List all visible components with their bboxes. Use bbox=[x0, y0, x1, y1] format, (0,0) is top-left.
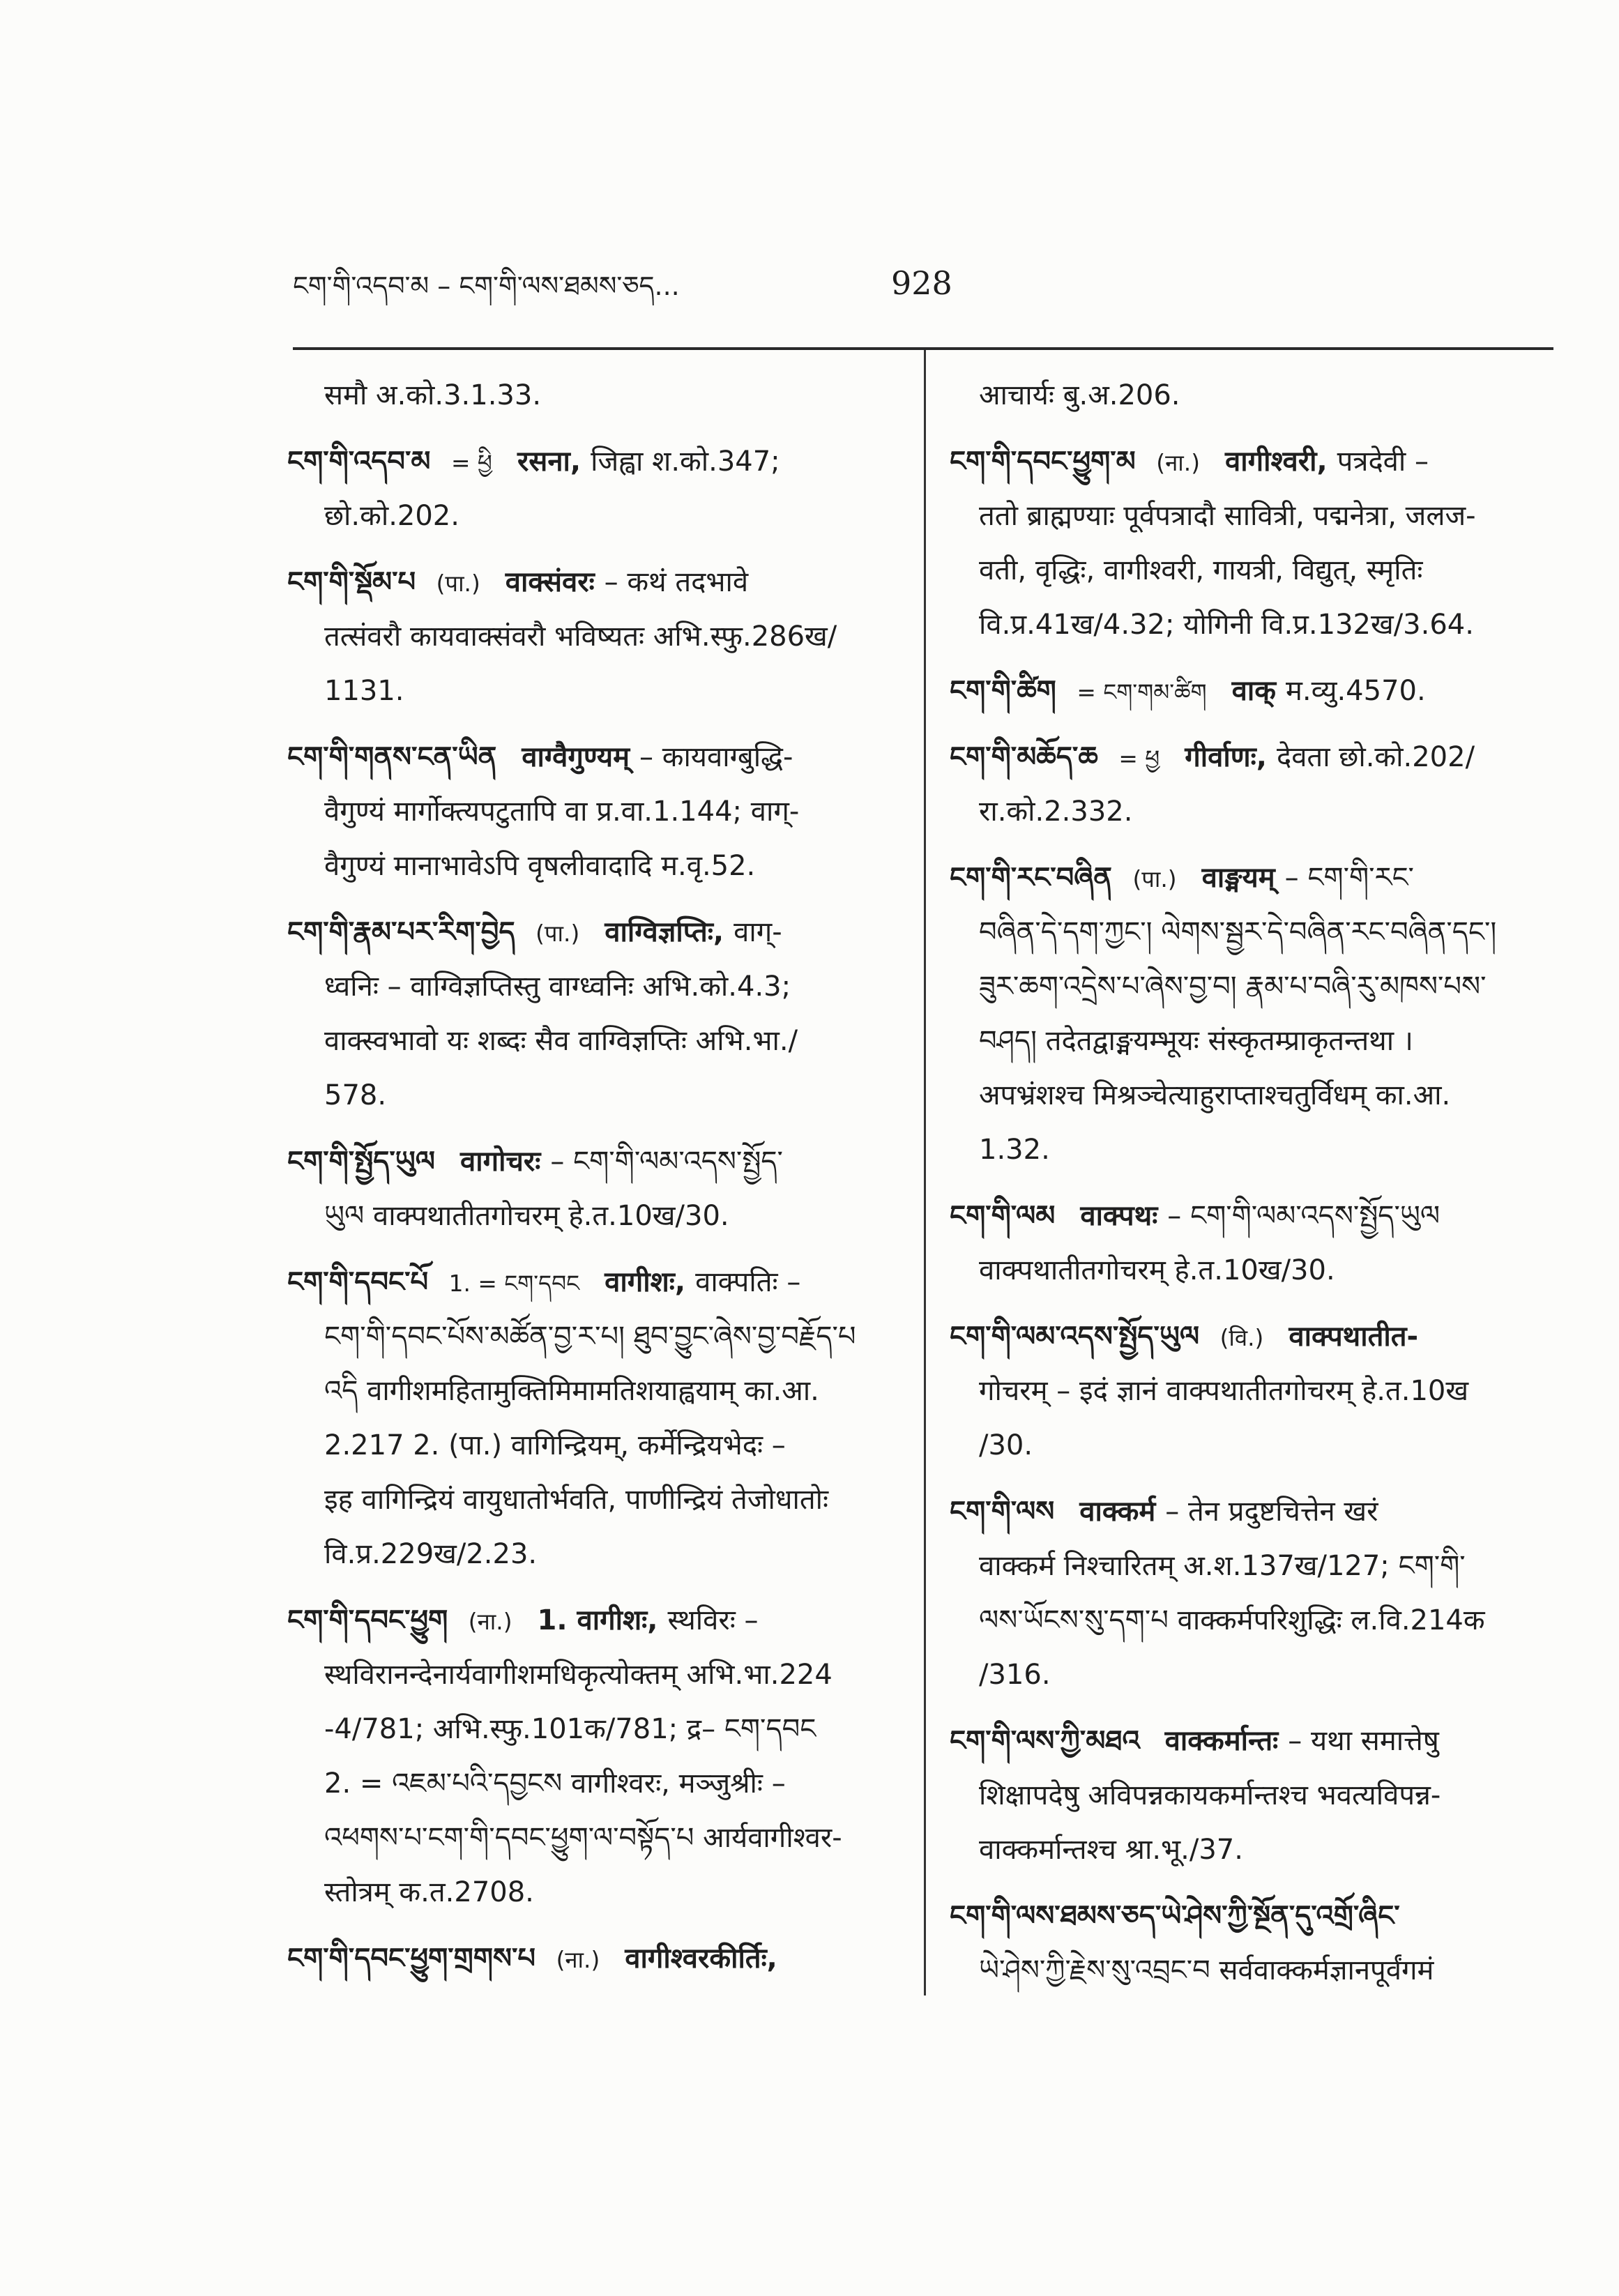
entry-sanskrit-term: वागोचरः bbox=[460, 1146, 541, 1178]
entry-sanskrit-term: वागीश्वरकीर्तिः, bbox=[625, 1943, 777, 1975]
entry-text-line: समौ अ.को.3.1.33. bbox=[324, 379, 542, 411]
entry-headword: ངག་གི་དབང་ཕྱུག bbox=[287, 1604, 448, 1636]
entry-text-line: गोचरम् – इदं ज्ञानं वाक्पथातीतगोचरम् हे.त.10ख bbox=[979, 1375, 1469, 1407]
entry-continuation bbox=[950, 368, 1553, 423]
entry-headword: ངག་གི་མཆོད་ཆ bbox=[950, 741, 1098, 773]
entry-text: – तेन प्रदुष्टचित्तेन खरं bbox=[1165, 1496, 1378, 1528]
entry-sanskrit-term: वाग्वैगुण्यम् bbox=[522, 741, 630, 773]
entry-headword: ངག་གི་ལམ་འདས་སྤྱོད་ཡུལ bbox=[950, 1321, 1200, 1353]
entry-text: देवता छो.को.202/ bbox=[1276, 741, 1475, 773]
entry-text-line: छो.को.202. bbox=[324, 500, 459, 532]
entry bbox=[950, 434, 1553, 652]
entry-text-line: བཞིན་དེ་དག་ཀྱང་། ལེགས་སྦྱར་དེ་བཞིན་རང་བཞིན་དང་། bbox=[979, 916, 1497, 948]
entry-text-line: तत्संवरौ कायवाक्संवरौ भविष्यतः अभि.स्फु.286ख/ bbox=[324, 621, 837, 653]
entry-headword: ངག་གི་དབང་པོ bbox=[287, 1266, 429, 1298]
entry-headword: ངག་གི་སྡོམ་པ bbox=[287, 566, 416, 598]
entry-text-line: रा.को.2.332. bbox=[979, 796, 1133, 828]
entry-grammar-tag: (ना.) bbox=[468, 1609, 512, 1635]
running-header: ངག་གི་འདབ་མ – ངག་གི་ལས་ཐམས་ཅད... bbox=[293, 271, 680, 301]
entry-text-line: ཡེ་ཤེས་ཀྱི་རྗེས་སུ་འབྲང་བ सर्ववाक्कर्मज्ञानपूर्वंगमं bbox=[979, 1954, 1434, 1986]
entry-headword: ངག་གི་ལས་ཀྱི་མཐའ bbox=[950, 1725, 1140, 1757]
entry-headword: ངག་གི་དབང་ཕྱུག་མ bbox=[950, 446, 1136, 478]
entry-text-line: वाक्स्वभावो यः शब्दः सैव वाग्विज्ञप्तिः अभि.भा./ bbox=[324, 1025, 798, 1057]
entry-text: स्थविरः – bbox=[667, 1604, 759, 1636]
entry-headword: ངག་གི་སྤྱོད་ཡུལ bbox=[287, 1146, 435, 1178]
entry bbox=[287, 555, 901, 718]
entry-marker: = ངག་གམ་ཚིག bbox=[1077, 679, 1207, 706]
entry-text-line: /316. bbox=[979, 1659, 1051, 1691]
entry-grammar-tag: (ना.) bbox=[1156, 450, 1200, 476]
entry bbox=[950, 851, 1553, 1177]
entry-text-line: 578. bbox=[324, 1079, 387, 1111]
entry-sanskrit-term: रसना, bbox=[517, 446, 582, 478]
entry-sanskrit-term: वागीशः, bbox=[605, 1266, 686, 1298]
entry-text: – कायवाग्बुद्धि- bbox=[639, 741, 793, 773]
entry-text-line: /30. bbox=[979, 1429, 1033, 1461]
entry-headword: ངག་གི་རང་བཞིན bbox=[950, 862, 1112, 894]
right-column bbox=[950, 368, 1553, 1998]
entry-text: – ངག་གི་ལམ་འདས་སྤྱོད་ bbox=[550, 1146, 783, 1178]
entry-sanskrit-term: वाक्पथः bbox=[1080, 1200, 1158, 1232]
entry-text-line: स्तोत्रम् क.त.2708. bbox=[324, 1876, 534, 1908]
entry-grammar-tag: (वि.) bbox=[1219, 1325, 1264, 1351]
entry-text: जिह्वा श.को.347; bbox=[591, 446, 780, 478]
entry-sanskrit-term: वाक्पथातीत- bbox=[1289, 1321, 1419, 1353]
entry-sanskrit-term: 1. वागीशः, bbox=[537, 1604, 658, 1636]
entry-sanskrit-term: वागीश्वरी, bbox=[1225, 446, 1328, 478]
entry-text-line: वाक्कर्म निश्चारितम् अ.श.137ख/127; ངག་གི་ bbox=[979, 1550, 1466, 1582]
entry-text: वाग्- bbox=[734, 916, 782, 948]
entry-text-line: -4/781; अभि.स्फु.101क/781; द्र– ངག་དབང bbox=[324, 1713, 816, 1745]
entry bbox=[950, 1484, 1553, 1702]
entry-text: – ངག་གི་རང་ bbox=[1284, 862, 1414, 894]
entry-marker: = ཕྱ bbox=[1118, 745, 1160, 772]
header-rule bbox=[293, 347, 1553, 350]
entry-text-line: वि.प्र.229ख/2.23. bbox=[324, 1538, 538, 1570]
entry-text-line: ततो ब्राह्मण्याः पूर्वपत्रादौ सावित्री, पद्मनेत्रा, जलज- bbox=[979, 500, 1476, 532]
entry-text-line: ध्वनिः – वाग्विज्ञप्तिस्तु वाग्ध्वनिः अभि.को.4.3; bbox=[324, 971, 791, 1003]
entry-text-line: ཡུལ वाक्पथातीतगोचरम् हे.त.10ख/30. bbox=[324, 1200, 729, 1232]
entry-text: – कथं तदभावे bbox=[604, 566, 749, 598]
entry-sanskrit-term: गीर्वाणः, bbox=[1185, 741, 1267, 773]
entry-text: वाक्पतिः – bbox=[695, 1266, 801, 1298]
entry-headword: ངག་གི་ལམ bbox=[950, 1200, 1056, 1232]
entry bbox=[950, 1189, 1553, 1298]
entry bbox=[950, 730, 1553, 839]
entry-sanskrit-term: वाङ्मयम् bbox=[1201, 862, 1275, 894]
entry-text-line: ལས་ཡོངས་སུ་དག་པ वाक्कर्मपरिशुद्धिः ल.वि.214क bbox=[979, 1604, 1485, 1636]
entry-headword: ངག་གི་ཚིག bbox=[950, 675, 1056, 707]
entry-sanskrit-term: वाक्संवरः bbox=[505, 566, 595, 598]
entry-headword: ངག་གི་ལས་ཐམས་ཅད་ཡེ་ཤེས་ཀྱི་སྔོན་དུ་འགྲོ་ཞིང་ bbox=[950, 1900, 1400, 1932]
entry-grammar-tag: (पा.) bbox=[535, 920, 580, 947]
entry-headword: ངག་གི་ལས bbox=[950, 1496, 1055, 1528]
entry-headword: ངག་གི་འདབ་མ bbox=[287, 446, 431, 478]
entry-sanskrit-term: वाक्कर्मान्तः bbox=[1164, 1725, 1279, 1757]
entry-sense-marker: 1. = ངག་དབང bbox=[448, 1270, 580, 1297]
entry-headword: ངག་གི་རྣམ་པར་རིག་བྱེད bbox=[287, 916, 515, 948]
entry bbox=[287, 1593, 901, 1919]
entry bbox=[950, 1889, 1553, 1998]
entry-marker: = ཕྱི bbox=[451, 450, 492, 476]
entry-continuation bbox=[287, 368, 901, 423]
entry-text-line: वाक्पथातीतगोचरम् हे.त.10ख/30. bbox=[979, 1254, 1335, 1286]
entry-text-line: वि.प्र.41ख/4.32; योगिनी वि.प्र.132ख/3.64. bbox=[979, 609, 1474, 641]
entry-text-line: स्थविरानन्देनार्यवागीशमधिकृत्योक्तम् अभि.भा.224 bbox=[324, 1659, 833, 1691]
entry bbox=[287, 1931, 901, 1986]
entry bbox=[287, 1134, 901, 1243]
entry-text-line: ཟུར་ཆག་འདྲེས་པ་ཞེས་བྱ་བ། རྣམ་པ་བཞི་རུ་མཁས་པས་ bbox=[979, 971, 1487, 1003]
entry-text-line: 2. = འཇམ་པའི་དབྱངས वागीश्वरः, मञ्जुश्रीः – bbox=[324, 1767, 786, 1800]
left-column bbox=[287, 368, 901, 1986]
entry-text-line: अपभ्रंशश्च मिश्रञ्चेत्याहुराप्ताश्चतुर्विधम् का.आ. bbox=[979, 1079, 1451, 1111]
entry-grammar-tag: (पा.) bbox=[436, 570, 480, 597]
entry-headword: ངག་གི་དབང་ཕྱུག་གྲགས་པ bbox=[287, 1943, 536, 1975]
entry-text-line: འདི वागीशमहितामुक्तिमिमामतिशयाह्वयाम् का.आ. bbox=[324, 1375, 819, 1407]
entry-headword: ངག་གི་གནས་ངན་ཡིན bbox=[287, 741, 497, 773]
entry bbox=[287, 434, 901, 543]
entry bbox=[950, 1309, 1553, 1473]
entry-text-line: इह वागिन्द्रियं वायुधातोर्भवति, पाणीन्द्रियं तेजोधातोः bbox=[324, 1484, 829, 1516]
entry-sanskrit-term: वाग्विज्ञप्तिः, bbox=[605, 916, 724, 948]
entry-text-line: 1.32. bbox=[979, 1134, 1050, 1166]
entry-text: पत्रदेवी – bbox=[1337, 446, 1429, 478]
column-divider bbox=[924, 350, 926, 1995]
entry bbox=[287, 730, 901, 893]
entry-sanskrit-term: वाक् bbox=[1231, 675, 1276, 707]
entry-text-line: आचार्यः बु.अ.206. bbox=[979, 379, 1180, 411]
entry-text-line: वैगुण्यं मानाभावेऽपि वृषलीवादादि म.वृ.52. bbox=[324, 850, 756, 882]
entry-text-line: བཤད། तदेतद्वाङ्मयम्भूयः संस्कृतम्प्राकृतन्तथा । bbox=[979, 1025, 1413, 1057]
entry-text: म.व्यु.4570. bbox=[1285, 675, 1426, 707]
entry-text-line: शिक्षापदेषु अविपन्नकायकर्मान्तश्च भवत्यविपन्न- bbox=[979, 1779, 1441, 1811]
entry-text: – यथा समात्तेषु bbox=[1288, 1725, 1439, 1757]
entry bbox=[287, 905, 901, 1123]
entry-text-line: वती, वृद्धिः, वागीश्वरी, गायत्री, विद्युत्, स्मृतिः bbox=[979, 554, 1423, 586]
entry-text-line: वाक्कर्मान्तश्च श्रा.भू./37. bbox=[979, 1834, 1243, 1866]
entry-text-line: ངག་གི་དབང་པོས་མཚོན་བྱ་ར་པ། ཐུབ་བྱུང་ཞེས་བྱ་བརྗོད་པ bbox=[324, 1321, 856, 1353]
entry-text: – ངག་གི་ལམ་འདས་སྤྱོད་ཡུལ bbox=[1167, 1200, 1441, 1232]
entry-grammar-tag: (पा.) bbox=[1132, 866, 1177, 892]
entry-text-line: འཕགས་པ་ངག་གི་དབང་ཕྱུག་ལ་བསྟོད་པ आर्यवागीश्वर- bbox=[324, 1822, 842, 1854]
entry-grammar-tag: (ना.) bbox=[556, 1947, 600, 1973]
entry bbox=[950, 1714, 1553, 1877]
entry-sanskrit-term: वाक्कर्म bbox=[1079, 1496, 1156, 1528]
page-number: 928 bbox=[891, 264, 952, 302]
entry-text-line: 1131. bbox=[324, 675, 404, 707]
entry-text-line: वैगुण्यं मार्गोक्त्यपटुतापि वा प्र.वा.1.144; वाग्- bbox=[324, 796, 800, 828]
entry bbox=[950, 664, 1553, 718]
entry-text-line: 2.217 2. (पा.) वागिन्द्रियम्, कर्मेन्द्रियभेदः – bbox=[324, 1429, 786, 1461]
entry bbox=[287, 1255, 901, 1581]
